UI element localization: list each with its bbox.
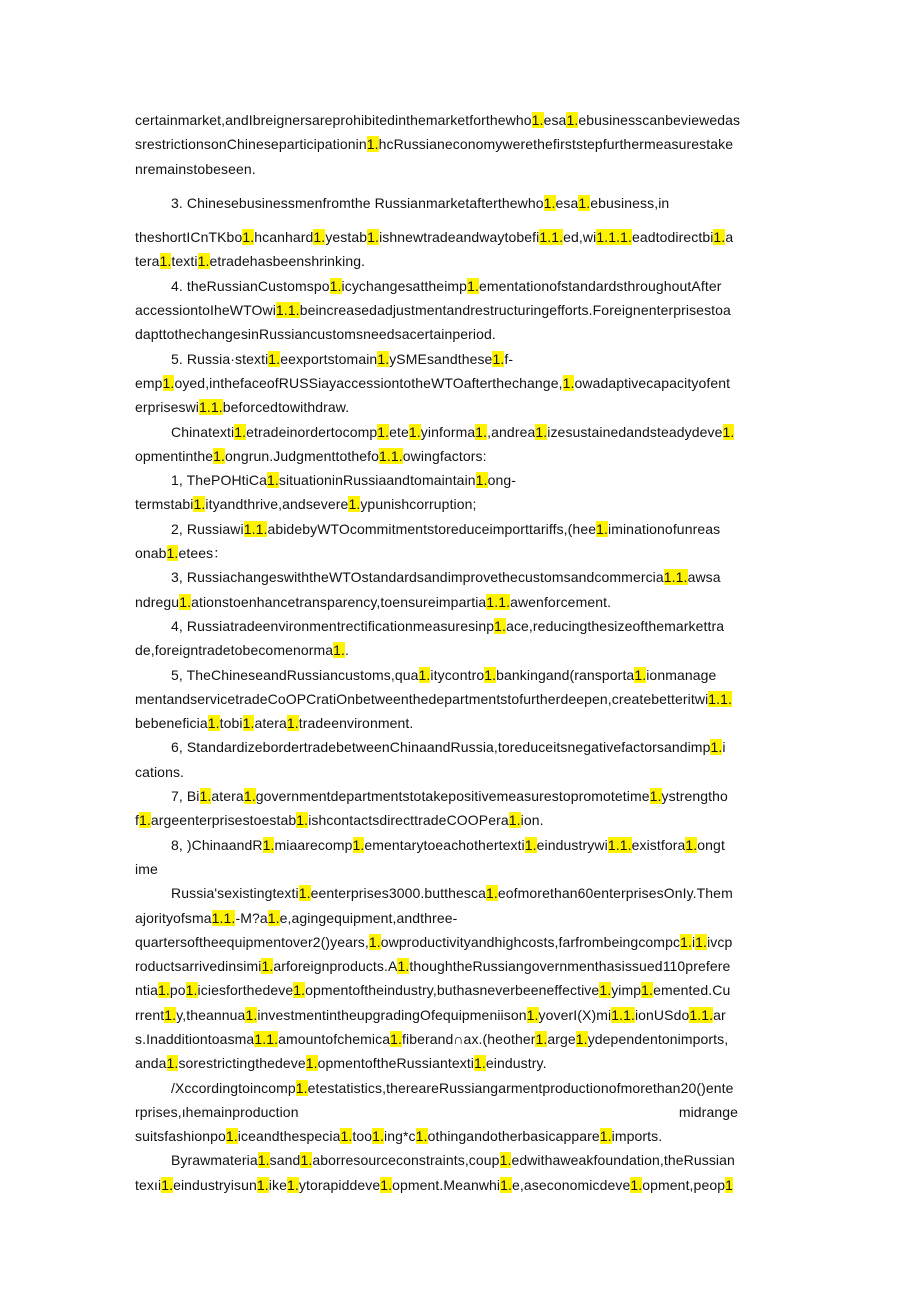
highlighted-text: 1. — [368, 933, 381, 950]
highlighted-text: 1. — [162, 374, 175, 391]
highlighted-text: 1. — [207, 715, 220, 732]
highlighted-text: 1. — [197, 253, 210, 270]
highlighted-text: 1. — [261, 958, 274, 975]
highlighted-text: 1. — [649, 788, 662, 805]
highlighted-text: 1. — [475, 472, 488, 489]
text-line: f1.argeenterprisestoestab1.ishcontactsdirecttradeCOOPera1.ion. — [135, 812, 544, 829]
text-line: 5, TheChineseandRussiancustoms,qua1.itycontro1.bankingand(ransporta1.ionmanage — [171, 666, 717, 683]
text-line: accessiontoIheWTOwi1.1.beincreasedadjustmentandrestructuringefforts.Foreignenterprisestoa — [135, 302, 731, 319]
text-line: nremainstobeseen. — [135, 160, 256, 177]
highlighted-text: 1.1. — [611, 1006, 635, 1023]
highlighted-text: 1. — [418, 666, 431, 683]
highlighted-text: 1. — [159, 253, 172, 270]
text-line: ntia1.po1.iciesforthedeve1.opmentoftheindustry,buthasneverbeeneffective1.yimp1.emented.Cu — [135, 982, 731, 999]
text-line: dapttothechangesinRussiancustomsneedsacertainperiod. — [135, 326, 496, 343]
highlighted-text: 1. — [268, 350, 281, 367]
highlighted-text: 1. — [243, 788, 256, 805]
highlighted-text: 1. — [377, 423, 390, 440]
text-line: 3, RussiachangeswiththeWTOstandardsandimprovethecustomsandcommercia1.1.awsa — [171, 569, 721, 586]
highlighted-text: 1.1. — [663, 569, 688, 586]
highlighted-text: 1.1. — [254, 1030, 279, 1047]
highlighted-text: 1. — [245, 1006, 258, 1023]
highlighted-text: 1. — [713, 229, 726, 246]
highlighted-text: 1. — [348, 496, 361, 513]
text-line: 6, StandardizebordertradebetweenChinaandRussia,toreduceitsnegativefactorsandimp1.i — [171, 739, 726, 756]
highlighted-text: 1. — [286, 715, 299, 732]
highlighted-text: 1. — [286, 1176, 299, 1193]
highlighted-text: 1. — [305, 1055, 318, 1072]
highlighted-text: 1. — [575, 1030, 588, 1047]
highlighted-text: 1. — [266, 472, 279, 489]
highlighted-text: 1. — [531, 112, 544, 128]
highlighted-text: 1. — [367, 229, 380, 246]
highlighted-text: 1. — [535, 1030, 548, 1047]
highlighted-text: 1. — [262, 836, 275, 853]
text-line: certainmarket,andIbreignersareprohibitedinthemarketforthewho1.esa1.ebusinesscanbeviewedas — [135, 112, 741, 128]
text-line: 2, Russiawi1.1.abidebyWTOcommitmentstoreduceimporttariffs,(hee1.iminationofunreas — [171, 520, 721, 537]
text-line — [135, 1100, 785, 1124]
text-line: suitsfashionpo1.iceandthespecia1.too1.ing*c1.othingandotherbasicappare1.imports. — [135, 1128, 663, 1145]
highlighted-text: 1. — [300, 1152, 313, 1169]
text-line: onab1.etees： — [135, 545, 228, 562]
highlighted-text: 1. — [680, 933, 692, 950]
highlighted-text: 1.1. — [689, 1006, 714, 1023]
highlighted-text: 1. — [352, 836, 365, 853]
text-line: s.Inadditiontoasma1.1.amountofchemica1.fiberand∩ax.(heother1.arge1.ydependentonimports, — [135, 1030, 729, 1047]
highlighted-text: 1. — [295, 1079, 308, 1096]
text-line: termstabi1.ityandthrive,andsevere1.ypunishcorruption; — [135, 496, 477, 513]
text-line: roductsarrivedinsimi1.arforeignproducts.A1.thoughtheRussiangovernmenthasissued110prefere — [135, 958, 731, 975]
highlighted-text: 1. — [562, 374, 575, 391]
paragraph-gap — [135, 215, 785, 225]
highlighted-text: 1. — [179, 593, 192, 610]
highlighted-text: 1. — [293, 982, 306, 999]
highlighted-text: 1. — [508, 812, 521, 829]
text-line: 3. Chinesebusinessmenfromthe Russianmarketafterthewho1.esa1.ebusiness,in — [171, 194, 670, 211]
highlighted-text: 1. — [474, 1055, 486, 1072]
highlighted-text: 1. — [484, 666, 497, 683]
text-line: bebeneficia1.tobi1.atera1.tradeenvironment. — [135, 715, 414, 732]
highlighted-text: 1. — [257, 1152, 270, 1169]
highlighted-text: 1.1. — [708, 690, 733, 707]
highlighted-text: 1. — [499, 1152, 512, 1169]
highlighted-text: 1. — [366, 136, 379, 153]
document-body — [135, 108, 785, 1197]
text-line: erpriseswi1.1.beforcedtowithdraw. — [135, 399, 350, 416]
highlighted-text: 1. — [415, 1128, 428, 1145]
highlighted-text: 1. — [695, 933, 708, 950]
highlighted-text: 1. — [161, 1176, 174, 1193]
highlighted-text: 1. — [408, 423, 421, 440]
highlighted-text: 1. — [333, 642, 346, 659]
text-line: /Xccordingtoincomp1.etestatistics,thereareRussiangarmentproductionofmorethan20()ente — [171, 1079, 734, 1096]
text-line: texıi1.eindustryisun1.ike1.ytorapiddeve1.opment.Meanwhi1.e,aseconomicdeve1.opment,peop1 — [135, 1176, 733, 1193]
highlighted-text: 1. — [641, 982, 654, 999]
highlighted-text: 1. — [157, 982, 170, 999]
highlighted-text: 1. — [166, 545, 179, 562]
text-line: quartersoftheequipmentover2()years,1.owproductivityandhighcosts,farfrombeingcompc1.i1.ivcp — [135, 933, 733, 950]
highlighted-text: 1. — [722, 423, 735, 440]
highlighted-text: 1 — [725, 1176, 733, 1193]
highlighted-text: 1. — [535, 423, 548, 440]
text-line: rrent1.y,theannua1.investmentintheupgradingOfequipmeniison1.yoverI(X)mi1.1.ionUSdo1.1.ar — [135, 1006, 726, 1023]
highlighted-text: 1. — [296, 812, 309, 829]
text-line: 1, ThePOHtiCa1.situationinRussiaandtomaintain1.ong- — [171, 472, 516, 489]
highlighted-text: 1. — [166, 1055, 179, 1072]
highlighted-text: 1. — [492, 350, 505, 367]
highlighted-text: 1. — [596, 520, 608, 537]
highlighted-text: 1. — [526, 1006, 539, 1023]
highlighted-text: 1. — [467, 277, 479, 294]
text-line: ndregu1.ationstoenhancetransparency,toensureimpartia1.1.awenforcement. — [135, 593, 612, 610]
text-line: 5. Russia·stexti1.eexportstomain1.ySMEsandthese1.f- — [171, 350, 514, 367]
highlighted-text: 1. — [578, 194, 591, 211]
text-line-right: midrange — [678, 1103, 738, 1120]
highlighted-text: 1. — [225, 1128, 238, 1145]
highlighted-text: 1. — [267, 909, 280, 926]
text-line: 8, )ChinaandR1.miaarecomp1.ementarytoeachothertexti1.eindustrywi1.1.existfora1.ongt — [171, 836, 725, 853]
highlighted-text: 1. — [475, 423, 488, 440]
highlighted-text: 1. — [164, 1006, 177, 1023]
highlighted-text: 1.1. — [211, 909, 236, 926]
highlighted-text: 1.1. — [275, 302, 300, 319]
text-line-left: rprises,ıhemainproduction — [135, 1103, 299, 1120]
highlighted-text: 1. — [139, 812, 151, 829]
highlighted-text: 1. — [500, 1176, 513, 1193]
text-line: 4, Russiatradeenvironmentrectificationmeasuresinp1.ace,reducingthesizeofthemarkettra — [171, 617, 725, 634]
text-line: ime — [135, 860, 158, 877]
highlighted-text: 1. — [685, 836, 698, 853]
highlighted-text: 1. — [256, 1176, 269, 1193]
highlighted-text: 1. — [599, 1128, 612, 1145]
highlighted-text: 1. — [494, 617, 507, 634]
highlighted-text: 1.1. — [607, 836, 632, 853]
highlighted-text: 1. — [630, 1176, 643, 1193]
text-line: ajorityofsma1.1.-M?a1.e,agingequipment,andthree- — [135, 909, 458, 926]
highlighted-text: 1. — [313, 229, 326, 246]
text-line: tera1.texti1.etradehasbeenshrinking. — [135, 253, 366, 270]
highlighted-text: 1. — [242, 715, 255, 732]
highlighted-text: 1. — [193, 496, 206, 513]
text-line: 4. theRussianCustomspo1.icychangesattheimp1.ementationofstandardsthroughoutAfter — [171, 277, 722, 294]
highlighted-text: 1.1. — [379, 447, 403, 464]
text-line: Russia'sexistingtexti1.eenterprises3000.butthesca1.eofmorethan60enterprisesOnIy.Them — [171, 885, 733, 902]
highlighted-text: 1. — [543, 194, 556, 211]
highlighted-text: 1. — [390, 1030, 402, 1047]
highlighted-text: 1. — [566, 112, 579, 128]
highlighted-text: 1.1. — [243, 520, 268, 537]
highlighted-text: 1. — [524, 836, 537, 853]
highlighted-text: 1. — [329, 277, 342, 294]
highlighted-text: 1. — [377, 350, 390, 367]
text-line: Chinatexti1.etradeinordertocomp1.ete1.yinforma1.,andrea1.izesustainedandsteadydeve1. — [171, 423, 735, 440]
highlighted-text: 1. — [199, 788, 212, 805]
highlighted-text: 1. — [599, 982, 612, 999]
highlighted-text: 1. — [213, 447, 226, 464]
highlighted-text: 1. — [372, 1128, 385, 1145]
paragraph-gap — [135, 181, 785, 191]
text-line: emp1.oyed,inthefaceofRUSSiayaccessiontotheWTOafterthechange,1.owadaptivecapacityofent — [135, 374, 731, 391]
highlighted-text: 1. — [340, 1128, 353, 1145]
text-line: srestrictionsonChineseparticipationin1.hcRussianeconomywerethefirststepfurthermeasurestake — [135, 136, 734, 153]
highlighted-text: 1. — [242, 229, 255, 246]
text-line: 7, Bi1.atera1.governmentdepartmentstotakepositivemeasurestopromotetime1.ystrengtho — [171, 788, 728, 805]
text-line: Byrawmateria1.sand1.aborresourceconstraints,coup1.edwithaweakfoundation,theRussian — [171, 1152, 735, 1169]
highlighted-text: 1. — [486, 885, 498, 902]
highlighted-text: 1. — [710, 739, 723, 756]
highlighted-text: 1.1. — [486, 593, 511, 610]
highlighted-text: 1. — [397, 958, 410, 975]
highlighted-text: 1. — [634, 666, 647, 683]
highlighted-text: 1. — [185, 982, 198, 999]
highlighted-text: 1. — [234, 423, 247, 440]
text-line: opmentinthe1.ongrun.Judgmenttothefo1.1.owingfactors: — [135, 447, 487, 464]
highlighted-text: 1.1. — [539, 229, 564, 246]
text-line: anda1.sorestrictingthedeve1.opmentoftheRussiantexti1.eindustry. — [135, 1055, 547, 1072]
text-line: theshortICnTKbo1.hcanhard1.yestab1.ishnewtradeandwaytobefi1.1.ed,wi1.1.1.eadtodirectbi1.a — [135, 229, 734, 246]
highlighted-text: 1.1. — [199, 399, 223, 416]
highlighted-text: 1. — [298, 885, 311, 902]
text-line: de,foreigntradetobecomenorma1.. — [135, 642, 350, 659]
text-line: cations. — [135, 763, 185, 780]
highlighted-text: 1. — [380, 1176, 393, 1193]
highlighted-text: 1.1.1. — [596, 229, 632, 246]
text-line: mentandservicetradeCoOPCratiOnbetweenthedepartmentstofurtherdeepen,createbetteritwi1.1. — [135, 690, 733, 707]
